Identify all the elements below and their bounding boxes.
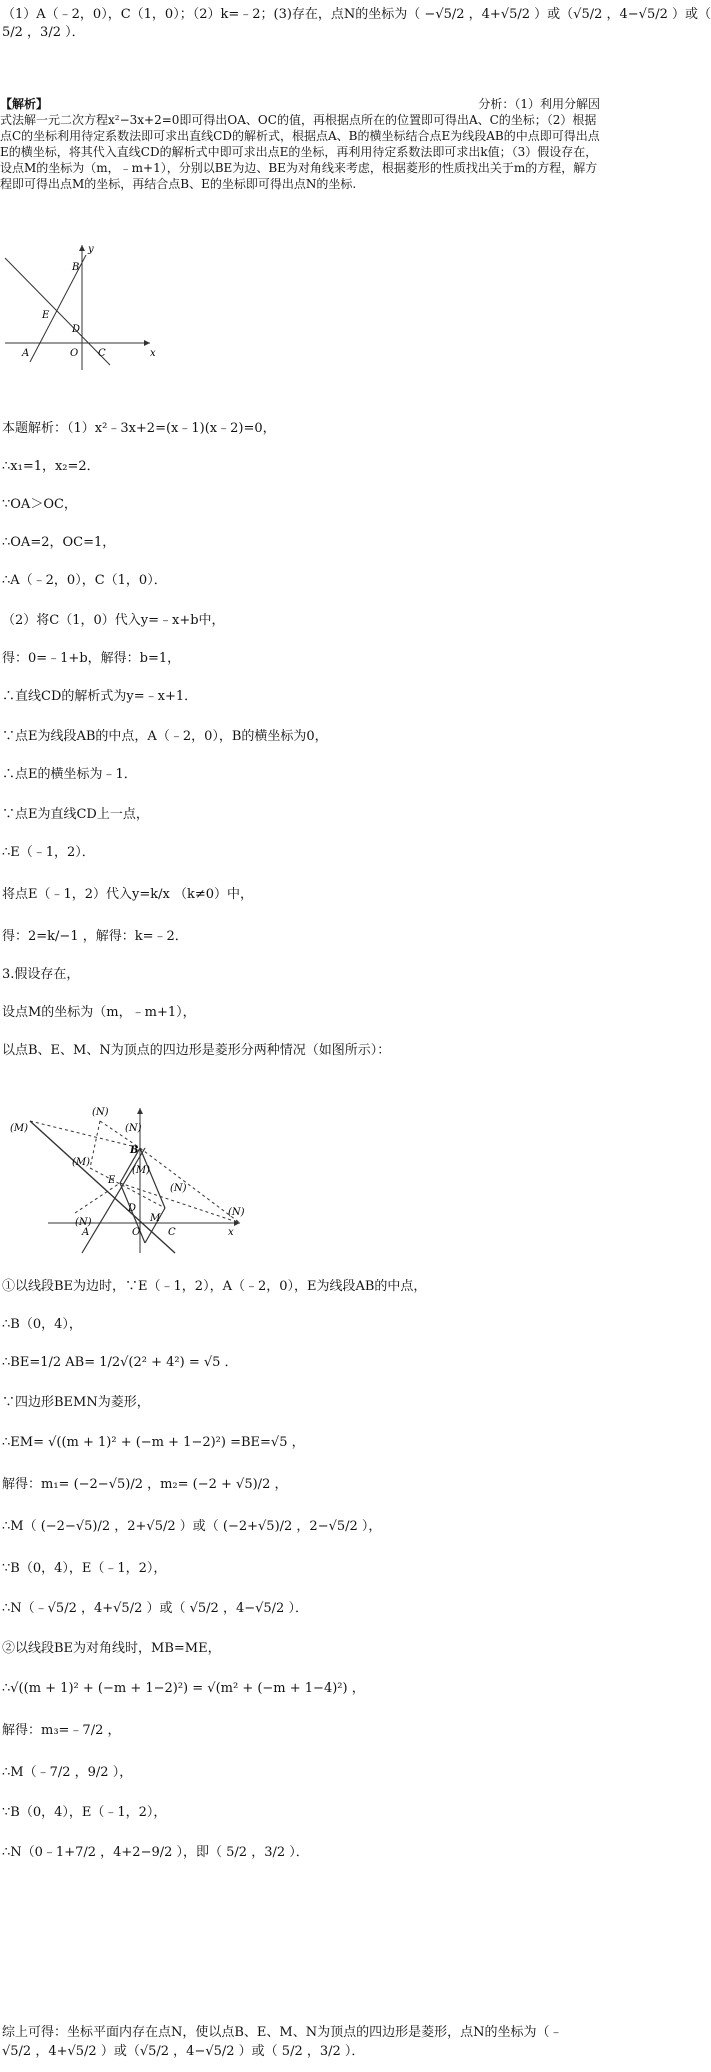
solution-line: ①以线段BE为边时，∵E（﹣1，2），A（﹣2，0），E为线段AB的中点， bbox=[2, 1279, 427, 1294]
solution-line: ∵四边形BEMN为菱形， bbox=[2, 1395, 150, 1410]
answer-line-1: （1）A（﹣2，0），C（1，0）；（2）k=﹣2；(3)存在，点N的坐标为（ −√5/2 ，4+√5/2 ）或（√5/2 ，4−√5/2 ）或（ bbox=[2, 7, 711, 22]
solution-line: ∴M（ (−2−√5)/2 ，2+√5/2 ）或（ (−2+√5)/2 ，2−√5/2 ）， bbox=[2, 1519, 382, 1534]
fig1-label-y: y bbox=[88, 244, 94, 255]
fig2-label-n4: (N) bbox=[75, 1217, 92, 1228]
solution-line: ∴点E的横坐标为﹣1． bbox=[2, 767, 137, 782]
analysis-text: 式法解一元二次方程x²−3x+2=0即可得出OA、OC的值，再根据点所在的位置即可得出A、C的坐标；（2）根据点C的坐标利用待定系数法即可求出直线CD的解析式，根据点A、B的横坐标结合点E为线段AB的中点即可得出点E的横坐标，将其代入直线CD的解析式中即可求出点E的坐标，再利用待定系数法即可求出k值；（3）假设存在，设点M的坐标为（m，﹣m+1），分别以BE为边、BE为对角线来考虑，根据菱形的性质找出关于m的方程，解方程即可得出点M的坐标，再结合点B、E的坐标即可得出点N的坐标. bbox=[0, 113, 600, 191]
solution-line: 3.假设存在， bbox=[2, 967, 80, 982]
fig1-label-e: E bbox=[42, 310, 50, 321]
solution-line: 将点E（﹣1，2）代入y=k/x （k≠0）中， bbox=[2, 887, 254, 902]
fig2-label-m1: (M) bbox=[10, 1123, 29, 1134]
solution-line: ∴M（﹣7/2 ，9/2 ）， bbox=[2, 1765, 133, 1780]
fig1-label-a: A bbox=[22, 348, 30, 359]
fig2-label-c: C bbox=[168, 1227, 176, 1238]
fig1-label-c: C bbox=[98, 348, 106, 359]
fig2-label-x: x bbox=[228, 1227, 234, 1238]
answer-line-2: 5/2 ，3/2 ）． bbox=[2, 25, 85, 40]
conclusion-line-2: √5/2 ，4+√5/2 ）或（√5/2 ，4−√5/2 ）或（ 5/2 ，3/2 ）． bbox=[2, 2044, 365, 2059]
coordinate-figure-1 bbox=[0, 240, 160, 375]
solution-line: 得：0=﹣1+b，解得：b=1， bbox=[2, 651, 181, 666]
solution-line: 本题解析：（1）x²﹣3x+2=(x﹣1)(x﹣2)=0， bbox=[2, 421, 276, 436]
solution-line: 解得：m₁= (−2−√5)/2 ，m₂= (−2 + √5)/2 ， bbox=[2, 1477, 288, 1492]
solution-line: ②以线段BE为对角线时，MB=ME， bbox=[2, 1641, 221, 1656]
solution-line: ∴BE=1/2 AB= 1/2√(2² + 4²) = √5 ． bbox=[2, 1355, 238, 1370]
fig2-label-m3: (M) bbox=[132, 1165, 151, 1176]
solution-line: 解得：m₃=﹣7/2 ， bbox=[2, 1723, 121, 1738]
analysis-block bbox=[0, 96, 600, 192]
fig2-label-n2: (N) bbox=[125, 1123, 142, 1134]
fig2-label-m2: (M) bbox=[72, 1157, 91, 1168]
coordinate-figure-2 bbox=[0, 1103, 245, 1258]
solution-line: ∵点E为线段AB的中点，A（﹣2，0），B的横坐标为0， bbox=[2, 729, 328, 744]
solution-line: ∵点E为直线CD上一点， bbox=[2, 807, 149, 822]
solution-line: ∴OA=2，OC=1， bbox=[2, 535, 116, 550]
fig2-label-d: D bbox=[128, 1203, 137, 1214]
solution-line: ∴EM= √((m + 1)² + (−m + 1−2)²) =BE=√5 ， bbox=[2, 1435, 305, 1450]
fig1-label-d: D bbox=[72, 324, 81, 335]
fig1-label-x: x bbox=[150, 348, 156, 359]
solution-line: ∴x₁=1，x₂=2． bbox=[2, 459, 100, 474]
solution-line: ∴E（﹣1，2）． bbox=[2, 845, 95, 860]
fig2-label-e: E bbox=[108, 1175, 116, 1186]
fig1-label-o: O bbox=[70, 348, 79, 359]
solution-line: ∴N（﹣√5/2 ，4+√5/2 ）或（ √5/2 ，4−√5/2 ）． bbox=[2, 1601, 308, 1616]
analysis-summary-head: 分析：（1）利用分解因 bbox=[478, 97, 600, 111]
solution-line: 设点M的坐标为（m，﹣m+1）， bbox=[2, 1005, 196, 1020]
solution-line: ∵B（0，4），E（﹣1，2）， bbox=[2, 1805, 167, 1820]
solution-line: 得：2=k/−1 ，解得：k=﹣2． bbox=[2, 929, 188, 944]
fig2-label-n3: (N) bbox=[170, 1183, 187, 1194]
solution-line: 以点B、E、M、N为顶点的四边形是菱形分两种情况（如图所示）： bbox=[2, 1043, 391, 1058]
fig1-label-b: B bbox=[72, 262, 80, 273]
solution-line: （2）将C（1，0）代入y=﹣x+b中， bbox=[2, 613, 225, 628]
fig2-label-n5: (N) bbox=[228, 1207, 245, 1218]
fig2-label-n1: (N) bbox=[92, 1107, 109, 1118]
solution-line: ∴A（﹣2，0），C（1，0）． bbox=[2, 573, 167, 588]
solution-line: ∴直线CD的解析式为y=﹣x+1． bbox=[2, 689, 198, 704]
fig2-label-m: M bbox=[150, 1213, 161, 1224]
fig2-label-b: B bbox=[130, 1145, 139, 1156]
fig2-label-o: O bbox=[132, 1227, 141, 1238]
solution-line: ∵B（0，4），E（﹣1，2）， bbox=[2, 1561, 167, 1576]
solution-line: ∴√((m + 1)² + (−m + 1−2)²) = √(m² + (−m + 1−4)²) ， bbox=[2, 1681, 365, 1696]
solution-line: ∴B（0，4）， bbox=[2, 1317, 82, 1332]
solution-line: ∴N（0﹣1+7/2 ，4+2−9/2 ），即（ 5/2 ，3/2 ）． bbox=[2, 1845, 309, 1860]
solution-line: 综上可得：坐标平面内存在点N，使以点B、E、M、N为顶点的四边形是菱形，点N的坐标为（﹣ bbox=[2, 2025, 563, 2040]
solution-line: ∵OA＞OC， bbox=[2, 497, 77, 512]
fig2-label-a: A bbox=[82, 1227, 90, 1238]
analysis-tag: 【解析】 bbox=[0, 97, 49, 111]
